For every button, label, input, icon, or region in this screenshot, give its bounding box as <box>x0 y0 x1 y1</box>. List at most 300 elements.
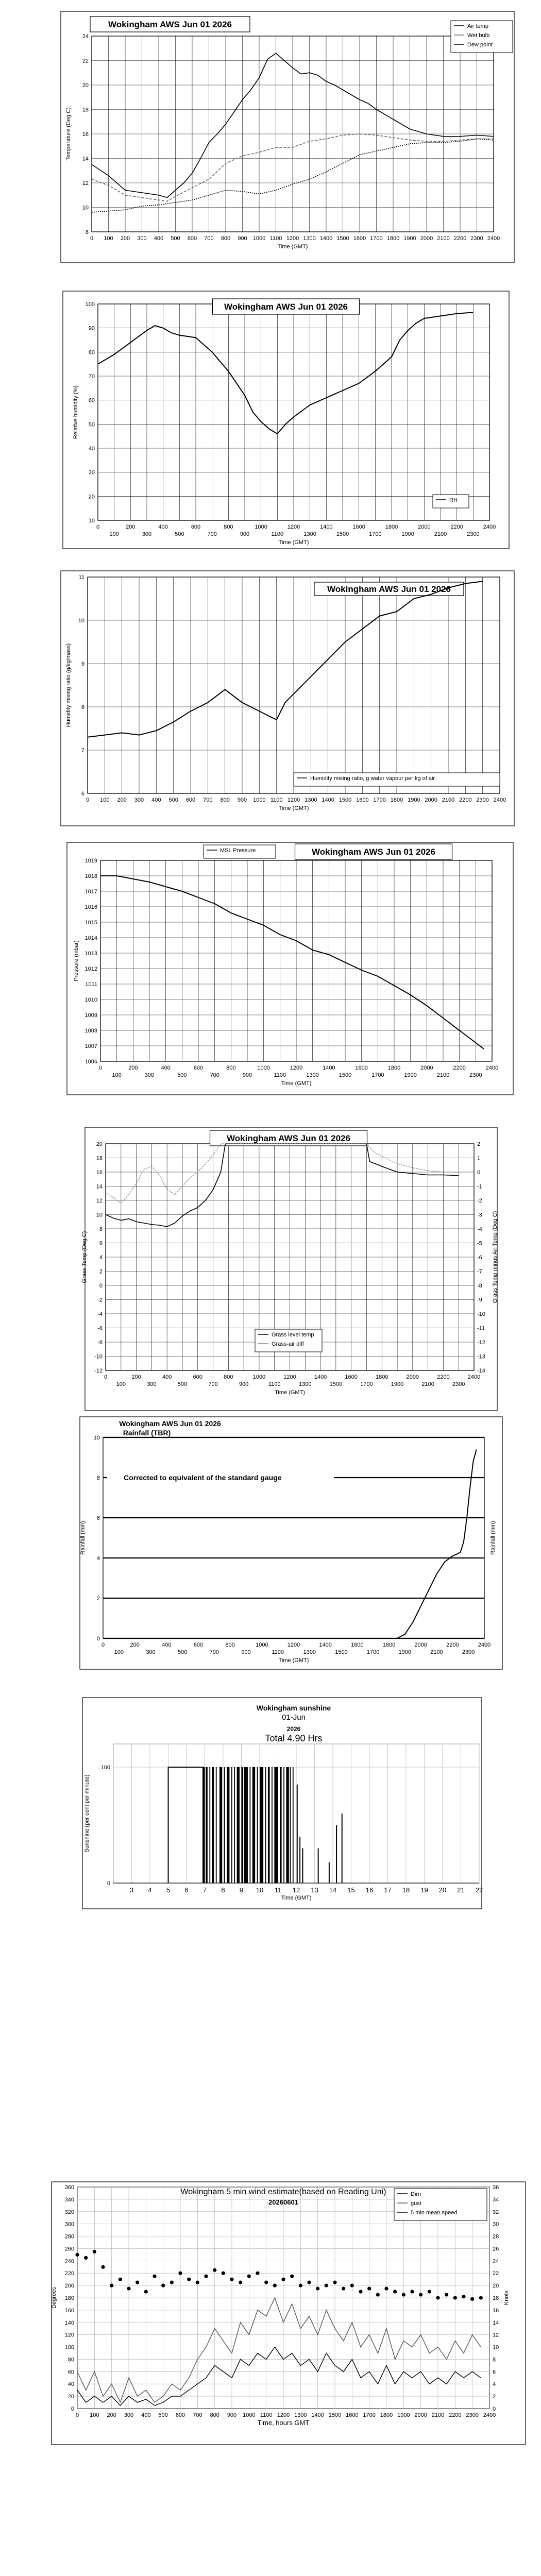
y-tick-label: 40 <box>67 2381 74 2388</box>
data-point <box>127 2286 130 2290</box>
sunshine-bar <box>268 1767 270 1883</box>
x-tick-label: 100 <box>104 235 113 242</box>
legend-label: Wet bulb <box>467 32 490 39</box>
y-tick-label: 120 <box>64 2332 74 2338</box>
x-tick-label: 300 <box>124 2412 134 2418</box>
x-tick-label: 20 <box>438 1886 447 1894</box>
data-point <box>136 2281 139 2284</box>
x-tick-label: 300 <box>146 1649 156 1655</box>
x-tick-label: 400 <box>158 524 168 530</box>
x-tick-label: 1000 <box>257 1065 270 1071</box>
y-tick-label: 10 <box>93 1435 100 1441</box>
y-right-tick-label: -11 <box>477 1325 485 1332</box>
x-tick-label: 22 <box>475 1886 483 1894</box>
x-tick-label: 1700 <box>373 797 386 803</box>
x-tick-label: 1100 <box>272 1649 284 1655</box>
x-tick-label: 400 <box>161 1065 171 1071</box>
x-tick-label: 300 <box>147 1381 157 1387</box>
x-tick-label: 900 <box>240 531 250 537</box>
data-point <box>462 2295 465 2298</box>
y-tick-label: 1013 <box>84 951 97 957</box>
x-tick-label: 1600 <box>345 1374 358 1380</box>
data-point <box>101 2265 105 2269</box>
x-tick-label: 700 <box>209 1649 219 1655</box>
x-tick-label: 300 <box>134 797 144 803</box>
x-tick-label: 2100 <box>436 1072 450 1078</box>
x-tick-label: 8 <box>221 1886 225 1894</box>
y-tick-label: 1019 <box>84 858 97 864</box>
x-tick-label: 1900 <box>391 1381 404 1387</box>
sunshine-bar <box>272 1767 273 1883</box>
chart-subtitle: Rainfall (TBR) <box>123 1429 171 1437</box>
y-tick-label: -2 <box>97 1297 103 1303</box>
x-tick-label: 1400 <box>314 1374 327 1380</box>
x-tick-label: 800 <box>220 797 230 803</box>
x-tick-label: 2300 <box>462 1649 475 1655</box>
data-point <box>222 2272 225 2275</box>
y-axis-label: Pressure (mbar) <box>73 940 79 981</box>
data-point <box>239 2281 242 2284</box>
data-point <box>376 2293 380 2296</box>
data-point <box>161 2284 165 2287</box>
x-tick-label: 500 <box>168 797 178 803</box>
x-tick-label: 500 <box>177 1649 188 1655</box>
data-point <box>410 2290 414 2293</box>
y-right-tick-label: 10 <box>493 2344 499 2351</box>
data-point <box>333 2281 336 2284</box>
y-tick-label: 1012 <box>84 966 97 972</box>
data-point <box>350 2284 354 2287</box>
x-tick-label: 2400 <box>487 235 500 242</box>
sunshine-bar <box>219 1767 222 1883</box>
x-tick-label: 1100 <box>269 235 282 242</box>
y-right-tick-label: 22 <box>493 2270 499 2277</box>
data-point <box>204 2275 208 2278</box>
x-tick-label: 1500 <box>336 235 349 242</box>
x-tick-label: 600 <box>193 1374 202 1380</box>
x-tick-label: 1200 <box>290 1065 303 1071</box>
x-tick-label: 200 <box>120 235 130 242</box>
sunshine-chart <box>0 1695 541 1911</box>
y-tick-label: 70 <box>88 374 95 380</box>
x-tick-label: 1000 <box>253 797 266 803</box>
sunshine-bar <box>212 1767 214 1883</box>
x-tick-label: 1100 <box>270 797 283 803</box>
data-point <box>170 2281 174 2284</box>
y-tick-label: 80 <box>88 349 95 356</box>
y-tick-label: 60 <box>88 397 95 404</box>
sunshine-bar <box>227 1767 229 1883</box>
x-axis-label: Time (GMT) <box>281 1080 312 1087</box>
x-tick-label: 2400 <box>485 1065 499 1071</box>
x-tick-label: 1300 <box>294 2412 307 2418</box>
x-tick-label: 200 <box>126 524 136 530</box>
x-tick-label: 200 <box>107 2412 116 2418</box>
data-point <box>384 2286 388 2290</box>
data-point <box>299 2284 302 2287</box>
y-right-tick-label: -4 <box>477 1226 482 1232</box>
y-axis-label: Degrees <box>51 2287 57 2309</box>
x-tick-label: 1200 <box>283 1374 296 1380</box>
x-tick-label: 1400 <box>319 1642 332 1648</box>
x-tick-label: 10 <box>256 1886 264 1894</box>
data-point <box>196 2281 199 2284</box>
data-point <box>75 2253 79 2257</box>
legend-label: gust <box>411 2200 421 2207</box>
x-tick-label: 500 <box>177 1381 188 1387</box>
x-tick-label: 1200 <box>287 1642 300 1648</box>
data-point <box>367 2286 371 2290</box>
x-tick-label: 7 <box>202 1886 207 1894</box>
legend-label: 5 min mean speed <box>411 2210 458 2216</box>
y-right-tick-label: -13 <box>477 1353 485 1360</box>
x-tick-label: 500 <box>177 1072 187 1078</box>
x-tick-label: 1000 <box>256 1642 268 1648</box>
y-tick-label: 90 <box>88 325 95 332</box>
x-tick-label: 500 <box>158 2412 168 2418</box>
grass-temperature-chart <box>0 1123 541 1412</box>
x-tick-label: 1800 <box>390 797 403 803</box>
x-tick-label: 1700 <box>363 2412 376 2418</box>
x-tick-label: 700 <box>203 797 213 803</box>
y-axis-label: Temperature (Deg C) <box>65 107 72 161</box>
x-tick-label: 13 <box>311 1886 318 1894</box>
data-point <box>119 2278 122 2281</box>
x-tick-label: 900 <box>242 1072 252 1078</box>
y-tick-label: 0 <box>107 1880 110 1887</box>
x-tick-label: 1500 <box>328 2412 342 2418</box>
x-tick-label: 2100 <box>434 531 447 537</box>
y-tick-label: 20 <box>82 82 89 89</box>
sunshine-bar <box>265 1767 266 1883</box>
x-tick-label: 1900 <box>398 1649 412 1655</box>
x-tick-label: 900 <box>241 1649 251 1655</box>
y-tick-label: 14 <box>82 156 89 162</box>
x-tick-label: 0 <box>96 524 100 530</box>
y-tick-label: 1010 <box>84 997 97 1003</box>
x-tick-label: 1300 <box>299 1381 312 1387</box>
data-point <box>281 2278 285 2281</box>
x-tick-label: 1600 <box>353 235 366 242</box>
data-point <box>247 2275 251 2278</box>
x-tick-label: 800 <box>221 235 231 242</box>
x-tick-label: 2200 <box>453 1065 466 1071</box>
temperature-chart <box>0 0 541 268</box>
x-axis-label: Time (GMT) <box>278 539 309 546</box>
chart-subtitle: 01-Jun <box>282 1713 306 1722</box>
y-tick-label: 10 <box>78 618 84 624</box>
y-tick-label: 320 <box>64 2209 74 2215</box>
y-right-axis-label: Knots <box>503 2290 510 2306</box>
y-right-tick-label: 8 <box>493 2357 496 2363</box>
legend-label: Dew point <box>467 42 493 48</box>
x-tick-label: 1800 <box>385 524 398 530</box>
chart-title: Wokingham AWS Jun 01 2026 <box>224 302 348 312</box>
x-tick-label: 1100 <box>260 2412 273 2418</box>
sunshine-bar <box>290 1767 291 1883</box>
x-tick-label: 100 <box>90 2412 99 2418</box>
sunshine-bar <box>209 1767 210 1883</box>
legend-label: Air temp <box>467 23 488 29</box>
y-right-tick-label: -14 <box>477 1368 485 1374</box>
x-tick-label: 2000 <box>414 2412 427 2418</box>
sunshine-bar <box>224 1767 225 1883</box>
x-tick-label: 12 <box>292 1886 300 1894</box>
chart-year: 2026 <box>286 1725 301 1733</box>
x-tick-label: 500 <box>175 531 184 537</box>
y-tick-label: 1006 <box>84 1059 97 1065</box>
x-tick-label: 400 <box>151 797 161 803</box>
y-axis-label: Sunshine (per cent per minute) <box>84 1774 90 1853</box>
y-right-tick-label: -5 <box>477 1240 482 1247</box>
x-tick-label: 1300 <box>305 797 317 803</box>
x-tick-label: 2100 <box>437 235 450 242</box>
y-right-tick-label: -6 <box>477 1255 482 1261</box>
y-tick-label: 220 <box>64 2270 74 2277</box>
y-right-axis-label: Rainfall (mm) <box>490 1521 496 1555</box>
y-right-tick-label: 24 <box>493 2258 499 2265</box>
y-tick-label: 60 <box>67 2369 74 2376</box>
x-axis-label: Time (GMT) <box>277 244 308 250</box>
x-tick-label: 9 <box>239 1886 244 1894</box>
y-tick-label: -6 <box>97 1325 103 1332</box>
x-tick-label: 1200 <box>287 797 300 803</box>
chart-title: Wokingham AWS Jun 01 2026 <box>119 1419 221 1428</box>
x-tick-label: 1100 <box>271 531 284 537</box>
x-tick-label: 0 <box>86 797 90 803</box>
x-tick-label: 600 <box>193 1642 204 1648</box>
data-point <box>144 2290 148 2293</box>
data-point <box>402 2293 405 2296</box>
data-point <box>273 2284 277 2287</box>
x-tick-label: 1700 <box>371 1072 384 1078</box>
y-tick-label: 22 <box>82 58 89 64</box>
y-tick-label: 9 <box>81 661 84 667</box>
x-tick-label: 300 <box>144 1072 155 1078</box>
x-tick-label: 1000 <box>255 524 267 530</box>
data-point <box>393 2290 397 2293</box>
x-tick-label: 2100 <box>431 2412 445 2418</box>
y-tick-label: 8 <box>96 1475 100 1481</box>
x-axis-label: Time (GMT) <box>278 805 309 811</box>
x-tick-label: 1500 <box>339 1072 352 1078</box>
sunshine-bar <box>274 1767 278 1883</box>
data-point <box>436 2296 439 2299</box>
sunshine-bar <box>216 1767 217 1883</box>
x-tick-label: 1900 <box>397 2412 410 2418</box>
x-tick-label: 2400 <box>483 524 496 530</box>
x-tick-label: 400 <box>162 1642 172 1648</box>
x-tick-label: 15 <box>347 1886 355 1894</box>
x-tick-label: 100 <box>114 1649 124 1655</box>
mixing-ratio-chart <box>0 562 541 829</box>
x-tick-label: 17 <box>384 1886 392 1894</box>
sunshine-bar <box>237 1767 240 1883</box>
x-tick-label: 1500 <box>339 797 352 803</box>
x-tick-label: 1300 <box>303 1649 316 1655</box>
y-right-tick-label: 6 <box>493 2369 496 2376</box>
data-point <box>84 2256 88 2260</box>
y-tick-label: 240 <box>64 2258 74 2265</box>
x-tick-label: 2300 <box>452 1381 465 1387</box>
x-tick-label: 700 <box>193 2412 202 2418</box>
y-tick-label: 12 <box>82 180 89 187</box>
data-point <box>153 2275 156 2278</box>
y-tick-label: 0 <box>71 2406 74 2412</box>
data-point <box>230 2278 233 2281</box>
x-tick-label: 1900 <box>401 531 414 537</box>
x-tick-label: 2300 <box>476 797 489 803</box>
sunshine-bar <box>280 1767 282 1883</box>
y-tick-label: 16 <box>82 131 89 138</box>
y-tick-label: 4 <box>99 1255 103 1261</box>
y-tick-label: 260 <box>64 2246 74 2252</box>
pressure-chart <box>0 829 541 1103</box>
sunshine-bar <box>293 1767 294 1883</box>
y-right-tick-label: -8 <box>477 1283 482 1289</box>
x-tick-label: 1600 <box>346 2412 359 2418</box>
y-tick-label: 18 <box>82 107 89 113</box>
chart-title: Wokingham 5 min wind estimate(based on Reading Uni) <box>180 2188 386 2196</box>
x-tick-label: 14 <box>329 1886 337 1894</box>
y-tick-label: 1017 <box>84 889 97 895</box>
y-tick-label: 1016 <box>84 904 97 910</box>
x-tick-label: 900 <box>239 1381 249 1387</box>
x-tick-label: 1800 <box>387 1065 401 1071</box>
y-tick-label: 20 <box>67 2394 74 2400</box>
x-tick-label: 19 <box>420 1886 428 1894</box>
y-right-tick-label: 32 <box>493 2209 499 2215</box>
y-tick-label: 2 <box>99 1268 103 1275</box>
y-tick-label: 340 <box>64 2196 74 2203</box>
sunshine-bar <box>257 1767 258 1883</box>
sunshine-bar <box>252 1767 255 1883</box>
y-right-tick-label: 0 <box>493 2406 496 2412</box>
x-tick-label: 800 <box>210 2412 219 2418</box>
y-tick-label: 14 <box>96 1183 103 1190</box>
x-tick-label: 100 <box>100 797 110 803</box>
x-tick-label: 1400 <box>320 524 333 530</box>
x-tick-label: 800 <box>224 1374 233 1380</box>
x-tick-label: 2200 <box>459 797 472 803</box>
y-tick-label: 1009 <box>84 1012 97 1019</box>
x-tick-label: 1400 <box>322 797 334 803</box>
x-tick-label: 2100 <box>442 797 455 803</box>
data-point <box>213 2268 216 2272</box>
data-point <box>428 2290 431 2293</box>
y-tick-label: 280 <box>64 2233 74 2240</box>
x-tick-label: 500 <box>171 235 180 242</box>
x-tick-label: 300 <box>137 235 147 242</box>
chart-title: Wokingham AWS Jun 01 2026 <box>227 1133 350 1143</box>
x-tick-label: 1800 <box>380 2412 393 2418</box>
x-tick-label: 1500 <box>335 1649 348 1655</box>
x-tick-label: 200 <box>117 797 127 803</box>
x-tick-label: 2000 <box>406 1374 419 1380</box>
data-point <box>307 2281 311 2284</box>
x-tick-label: 1300 <box>303 531 316 537</box>
data-point <box>187 2278 191 2281</box>
x-tick-label: 400 <box>162 1374 172 1380</box>
x-axis-label: Time (GMT) <box>281 1895 312 1901</box>
x-tick-label: 2100 <box>430 1649 443 1655</box>
data-point <box>359 2290 362 2293</box>
y-tick-label: 16 <box>96 1170 103 1176</box>
y-axis-label: Grass Temp (Deg C) <box>81 1231 88 1283</box>
legend-label: Grass level temp <box>272 1332 314 1338</box>
y-tick-label: 10 <box>88 518 95 524</box>
data-point <box>93 2250 96 2253</box>
data-point <box>264 2281 268 2284</box>
x-tick-label: 1400 <box>319 235 333 242</box>
y-tick-label: -10 <box>94 1353 103 1360</box>
x-tick-label: 2000 <box>420 1065 433 1071</box>
x-tick-label: 700 <box>210 1072 219 1078</box>
y-tick-label: 20 <box>88 494 95 500</box>
x-tick-label: 1900 <box>403 235 416 242</box>
y-axis-label: Relative humidity (%) <box>73 385 79 439</box>
y-tick-label: 10 <box>82 205 89 211</box>
y-right-axis-label: Grass Temp minus Air Temp (Deg C) <box>492 1211 498 1303</box>
wind-chart <box>0 2179 541 2447</box>
y-right-tick-label: 26 <box>493 2246 499 2252</box>
x-tick-label: 0 <box>75 2412 79 2418</box>
y-tick-label: 18 <box>96 1155 103 1162</box>
y-tick-label: 1015 <box>84 920 97 926</box>
y-tick-label: 2 <box>96 1596 100 1602</box>
y-tick-label: 30 <box>88 469 95 476</box>
y-right-tick-label: 12 <box>493 2332 499 2338</box>
x-tick-label: 800 <box>226 1065 236 1071</box>
x-tick-label: 400 <box>141 2412 151 2418</box>
y-right-tick-label: -9 <box>477 1297 482 1303</box>
y-tick-label: 20 <box>96 1141 103 1147</box>
x-tick-label: 1000 <box>252 1374 266 1380</box>
x-tick-label: 1900 <box>404 1072 417 1078</box>
x-tick-label: 600 <box>187 235 197 242</box>
x-axis-label: Time (GMT) <box>278 1657 309 1664</box>
y-tick-label: 10 <box>96 1212 103 1218</box>
y-tick-label: 6 <box>99 1240 103 1247</box>
x-tick-label: 11 <box>274 1886 282 1894</box>
y-tick-label: 7 <box>81 748 84 754</box>
y-tick-label: 12 <box>96 1198 103 1204</box>
sunshine-bar <box>244 1767 248 1883</box>
x-tick-label: 600 <box>185 797 196 803</box>
x-tick-label: 200 <box>128 1065 138 1071</box>
y-tick-label: 1014 <box>84 935 97 941</box>
data-point <box>110 2284 113 2287</box>
x-tick-label: 2000 <box>420 235 433 242</box>
y-right-tick-label: 2 <box>493 2394 496 2400</box>
y-tick-label: 100 <box>64 2344 74 2351</box>
data-point <box>325 2284 328 2287</box>
x-tick-label: 0 <box>101 1642 105 1648</box>
sunshine-bar <box>283 1767 284 1883</box>
sunshine-bar <box>242 1767 244 1883</box>
y-right-tick-label: 4 <box>493 2381 496 2388</box>
y-tick-label: 40 <box>88 446 95 452</box>
x-tick-label: 100 <box>109 531 119 537</box>
data-point <box>256 2272 259 2275</box>
data-point <box>290 2275 294 2278</box>
x-tick-label: 1900 <box>408 797 420 803</box>
x-tick-label: 2400 <box>478 1642 491 1648</box>
plot-area <box>103 1437 484 1638</box>
y-tick-label: 100 <box>85 301 95 308</box>
x-tick-label: 1600 <box>351 1642 364 1648</box>
x-tick-label: 2400 <box>493 797 506 803</box>
